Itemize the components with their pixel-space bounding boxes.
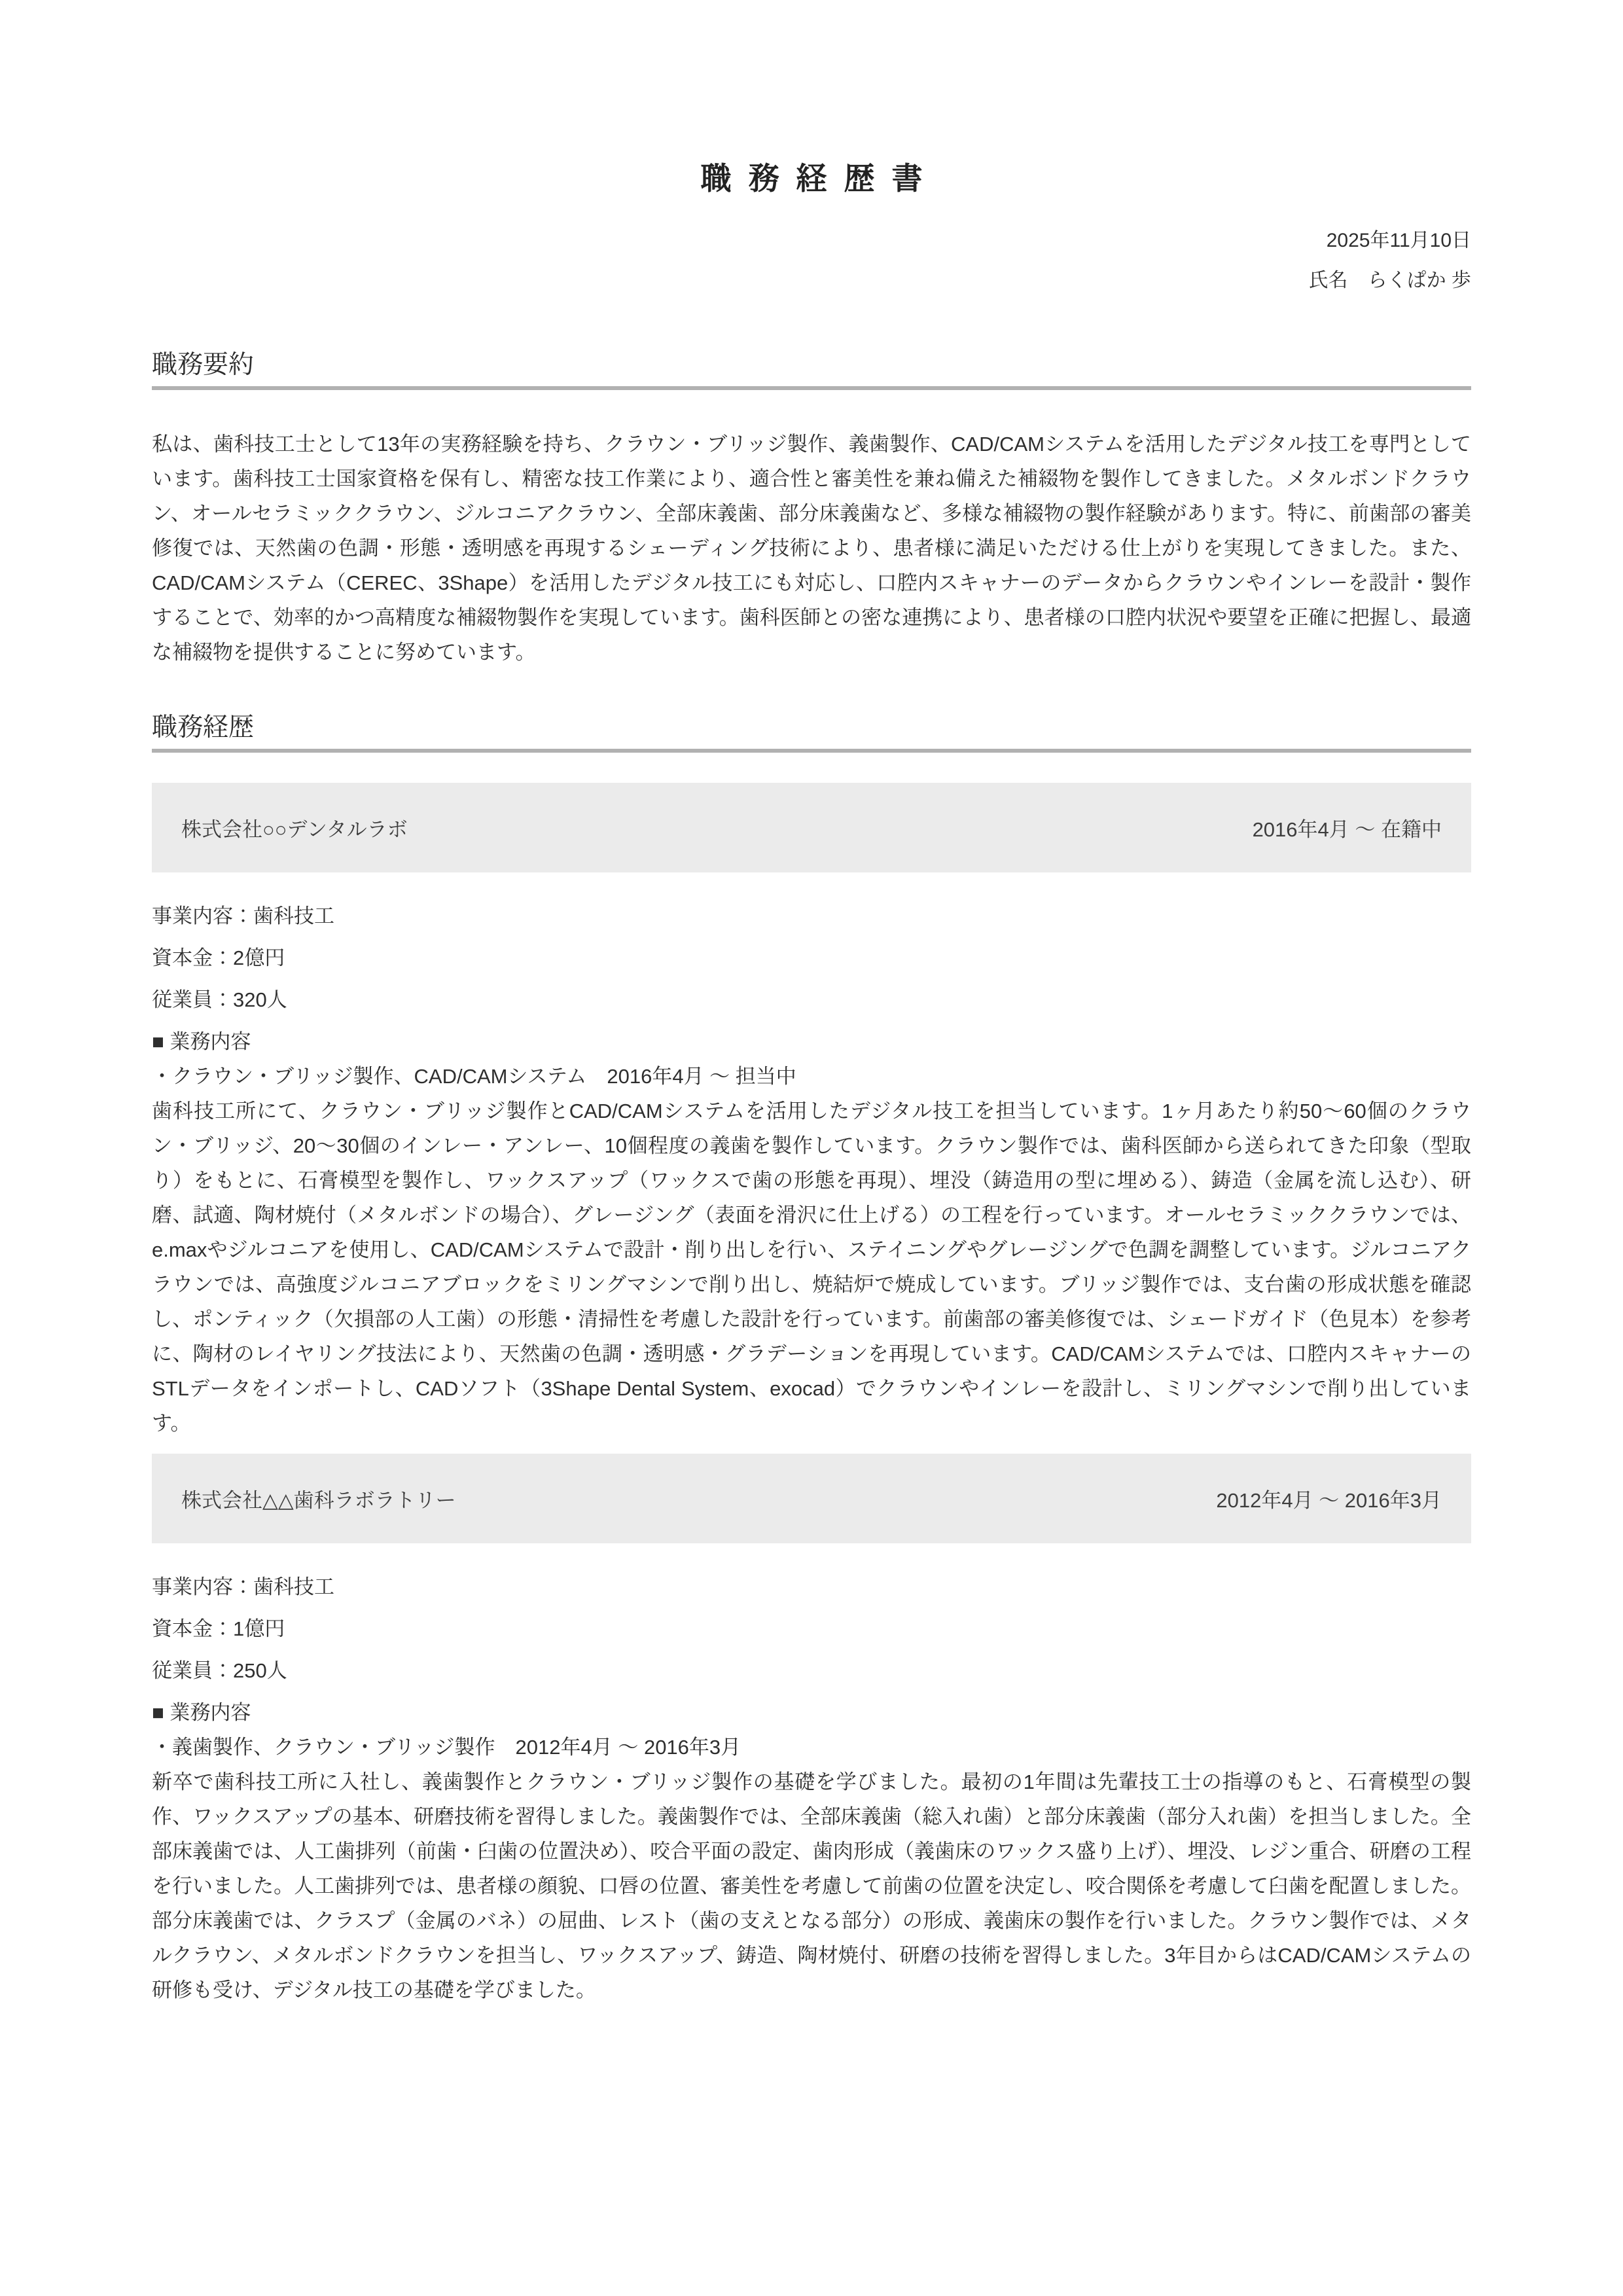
summary-heading: 職務要約 [152,351,255,380]
job-description: 新卒で歯科技工所に入社し、義歯製作とクラウン・ブリッジ製作の基礎を学びました。最初の1年間は先輩技工士の指導のもと、石膏模型の製作、ワックスアップの基本、研磨技術を習得しました。義歯製作では、全部床義歯（総入れ歯）と部分床義歯（部分入れ歯）を担当しました。全部床義歯では、人工歯排列（前歯・臼歯の位置決め）、咬合平面の設定、歯肉形成（義歯床のワックス盛り上げ）、埋没、レジン重合、研磨の工程を行いました。人工歯排列では、患者様の顔貌、口唇の位置、審美性を考慮して前歯の位置を決定し、咬合関係を考慮して臼歯を配置しました。部分床義歯では、クラスプ（金属のバネ）の屈曲、レスト（歯の支えとなる部分）の形成、義歯床の製作を行いました。クラウン製作では、メタルクラウン、メタルボンドクラウンを担当し、ワックスアップ、鋳造、陶材焼付、研磨の技術を習得しました。3年目からはCAD/CAMシステムの研修も受け、デジタル技工の基礎を学びました。 [152,1770,1471,2002]
company-info [152,899,1471,1017]
duties-heading: ■ 業務内容 [152,1030,251,1054]
history-heading: 職務経歴 [152,713,255,742]
job-entry [152,1454,1471,2007]
section-history [152,714,1471,2007]
employment-period: 2012年4月 ～ 2016年3月 [1216,1489,1442,1513]
business-line: 事業内容：歯科技工 [152,1575,334,1599]
capital-line: 資本金：1億円 [152,1617,285,1641]
duties-block [152,1024,1471,1441]
business-line: 事業内容：歯科技工 [152,905,334,928]
document-meta [152,226,1471,295]
employees-line: 従業員：250人 [152,1659,287,1683]
section-summary [152,351,1471,670]
company-info [152,1570,1471,1688]
summary-body: 私は、歯科技工士として13年の実務経験を持ち、クラウン・ブリッジ製作、義歯製作、CAD/CAMシステムを活用したデジタル技工を専門としています。歯科技工士国家資格を保有し、精密な技工作業により、適合性と審美性を兼ね備えた補綴物を製作してきました。メタルボンドクラウン、オールセラミッククラウン、ジルコニアクラウン、全部床義歯、部分床義歯など、多様な補綴物の製作経験があります。特に、前歯部の審美修復では、天然歯の色調・形態・透明感を再現するシェーディング技術により、患者様に満足いただける仕上がりを実現してきました。また、CAD/CAMシステム（CEREC、3Shape）を活用したデジタル技工にも対応し、口腔内スキャナーのデータからクラウンやインレーを設計・製作することで、効率的かつ高精度な補綴物製作を実現しています。歯科医師との密な連携により、患者様の口腔内状況や要望を正確に把握し、最適な補綴物を提供することに努めています。 [152,433,1471,664]
history-heading-rule [152,749,1471,753]
summary-heading-rule [152,386,1471,390]
duties-block [152,1695,1471,2007]
capital-line: 資本金：2億円 [152,946,285,970]
role-line: ・クラウン・ブリッジ製作、CAD/CAMシステム 2016年4月 ～ 担当中 [152,1065,796,1088]
job-header [152,783,1471,872]
job-entry [152,783,1471,1441]
applicant-name: 氏名 らくぱか 歩 [1308,270,1471,292]
company-name: 株式会社○○デンタルラボ [181,818,408,842]
job-header [152,1454,1471,1543]
company-name: 株式会社△△歯科ラボラトリー [181,1489,456,1513]
role-line: ・義歯製作、クラウン・ブリッジ製作 2012年4月 ～ 2016年3月 [152,1736,741,1759]
job-description: 歯科技工所にて、クラウン・ブリッジ製作とCAD/CAMシステムを活用したデジタル技工を担当しています。1ヶ月あたり約50～60個のクラウン・ブリッジ、20～30個のインレー・アンレー、10個程度の義歯を製作しています。クラウン製作では、歯科医師から送られてきた印象（型取り）をもとに、石膏模型を製作し、ワックスアップ（ワックスで歯の形態を再現）、埋没（鋳造用の型に埋める）、鋳造（金属を流し込む）、研磨、試適、陶材焼付（メタルボンドの場合）、グレージング（表面を滑沢に仕上げる）の工程を行っています。オールセラミッククラウンでは、e.maxやジルコニアを使用し、CAD/CAMシステムで設計・削り出しを行い、ステイニングやグレージングで色調を調整しています。ジルコニアクラウンでは、高強度ジルコニアブロックをミリングマシンで削り出し、焼結炉で焼成しています。ブリッジ製作では、支台歯の形成状態を確認し、ポンティック（欠損部の人工歯）の形態・清掃性を考慮した設計を行っています。前歯部の審美修復では、シェードガイド（色見本）を参考に、陶材のレイヤリング技法により、天然歯の色調・透明感・グラデーションを再現しています。CAD/CAMシステムでは、口腔内スキャナーのSTLデータをインポートし、CADソフト（3Shape Dental System、exocad）でクラウンやインレーを設計し、ミリングマシンで削り出しています。 [152,1100,1471,1435]
duties-heading: ■ 業務内容 [152,1701,251,1725]
page-title: 職務経歴書 [700,161,940,196]
employment-period: 2016年4月 ～ 在籍中 [1252,818,1442,842]
issue-date: 2025年11月10日 [1326,230,1471,252]
employees-line: 従業員：320人 [152,988,287,1012]
